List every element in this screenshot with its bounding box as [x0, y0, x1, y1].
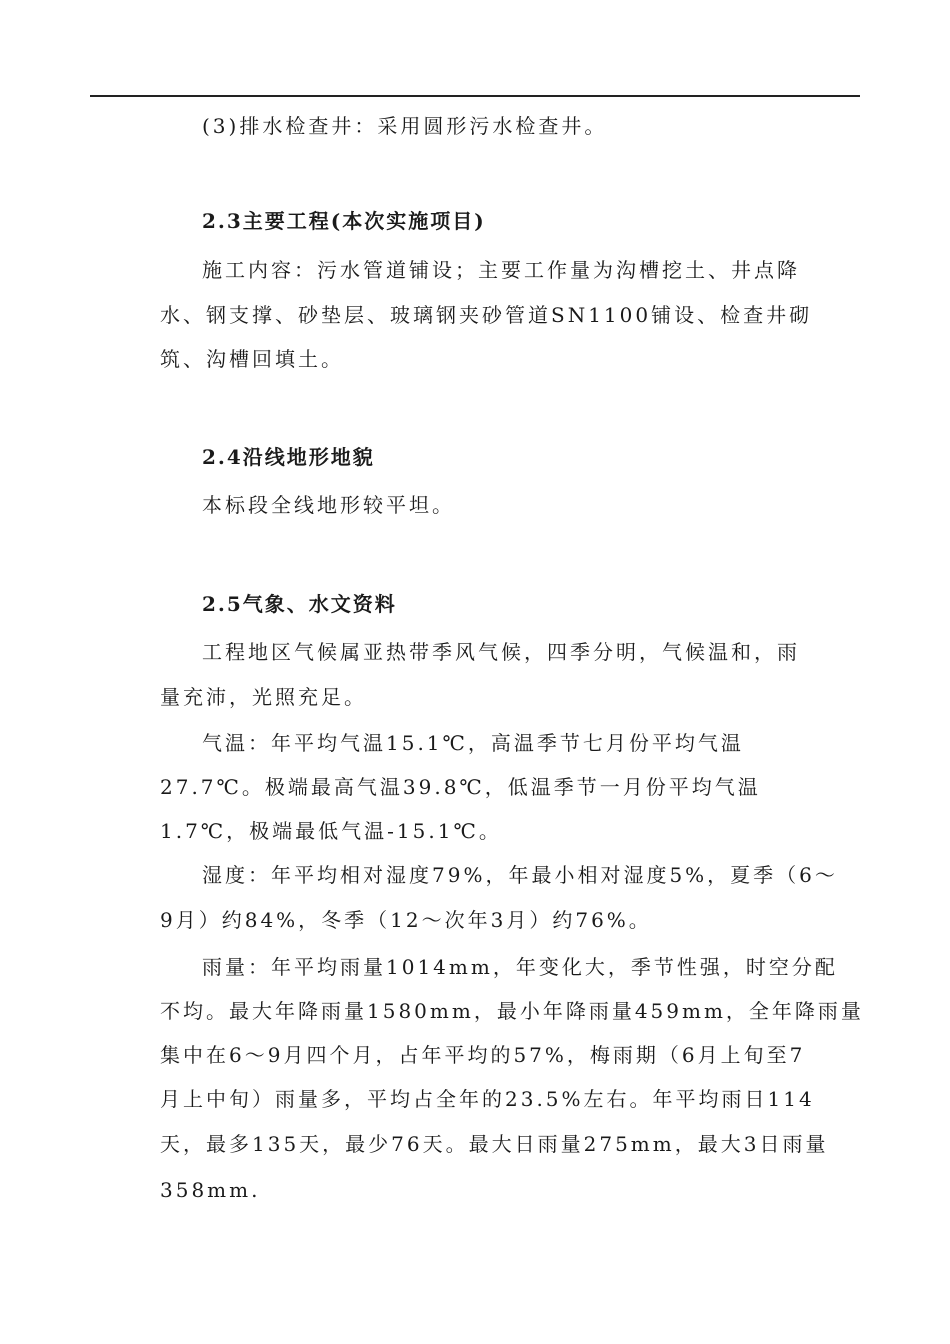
paragraph-line: 本标段全线地形较平坦。 — [202, 493, 455, 517]
paragraph-line: 量充沛，光照充足。 — [160, 685, 367, 709]
paragraph-line: 9月）约84%，冬季（12～次年3月）约76%。 — [160, 908, 652, 932]
paragraph-line: 天，最多135天，最少76天。最大日雨量275mm，最大3日雨量 — [160, 1132, 829, 1156]
paragraph-line: 雨量：年平均雨量1014mm，年变化大，季节性强，时空分配 — [202, 955, 838, 979]
section-2-5-heading: 2.5气象、水文资料 — [202, 592, 397, 616]
paragraph-line: 筑、沟槽回填土。 — [160, 347, 344, 371]
section-2-3-heading: 2.3主要工程(本次实施项目) — [202, 209, 486, 233]
header-rule — [90, 95, 860, 97]
paragraph-line: 月上中旬）雨量多，平均占全年的23.5%左右。年平均雨日114 — [160, 1087, 815, 1111]
paragraph-line: 不均。最大年降雨量1580mm，最小年降雨量459mm，全年降雨量 — [160, 999, 864, 1023]
paragraph-line: 工程地区气候属亚热带季风气候，四季分明，气候温和，雨 — [202, 640, 800, 664]
paragraph-line: 358mm. — [160, 1178, 261, 1202]
paragraph-line: 施工内容：污水管道铺设；主要工作量为沟槽挖土、井点降 — [202, 258, 800, 282]
paragraph-line: 1.7℃，极端最低气温-15.1℃。 — [160, 819, 502, 843]
section-2-4-heading: 2.4沿线地形地貌 — [202, 445, 375, 469]
paragraph-line: 湿度：年平均相对湿度79%，年最小相对湿度5%，夏季（6～ — [202, 863, 838, 887]
paragraph-line: 气温：年平均气温15.1℃，高温季节七月份平均气温 — [202, 731, 744, 755]
paragraph-line: 水、钢支撑、砂垫层、玻璃钢夹砂管道SN1100铺设、检查井砌 — [160, 303, 813, 327]
item-3-text: (3)排水检查井：采用圆形污水检查井。 — [202, 114, 608, 138]
paragraph-line: 集中在6～9月四个月，占年平均的57%，梅雨期（6月上旬至7 — [160, 1043, 806, 1067]
paragraph-line: 27.7℃。极端最高气温39.8℃，低温季节一月份平均气温 — [160, 775, 761, 799]
